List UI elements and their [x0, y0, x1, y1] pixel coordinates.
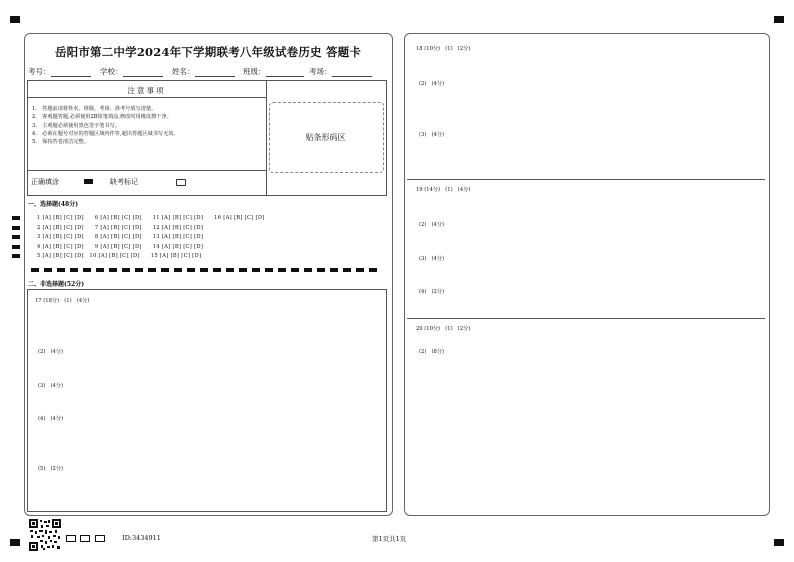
mcq-row[interactable]: 1 [A] [B] [C] [D] 6 [A] [B] [C] [D] 11 [A] [B] [C] [D] 16 [A] [B] [C] [D] — [37, 215, 265, 221]
mcq-row[interactable]: 5 [A] [B] [C] [D] 10 [A] [B] [C] [D] 15 [A] [B] [C] [D] — [37, 253, 202, 259]
timing-strip-mark — [83, 268, 91, 272]
footer-marker-box — [66, 535, 76, 542]
barcode-label: 贴条形码区 — [305, 133, 346, 142]
notice-item: 3. 主观题必须使用黑色签字笔书写。 — [32, 122, 120, 129]
q17-part: (2) (4分) — [38, 349, 64, 355]
q17-part: (5) (2分) — [38, 466, 64, 472]
timing-strip-mark — [187, 268, 195, 272]
q19-part: (4) (2分) — [419, 289, 445, 295]
timing-strip-mark — [109, 268, 117, 272]
q19-part: (2) (4分) — [419, 222, 445, 228]
timing-strip-mark — [226, 268, 234, 272]
timing-strip-mark — [317, 268, 325, 272]
q19-head: 19 (14分) (1) (4分) — [416, 187, 471, 193]
field-name[interactable] — [172, 66, 235, 77]
q18-head: 18 (10分) (1) (2分) — [416, 46, 471, 52]
timing-strip-mark — [330, 268, 338, 272]
timing-strip-mark — [44, 268, 52, 272]
notice-item: 1. 答题前请将姓名、班级、考场、准考号填写清楚。 — [32, 106, 157, 112]
timing-strip-mark — [200, 268, 208, 272]
footer-marker-box — [95, 535, 105, 542]
corner-mark-top-right — [774, 16, 784, 23]
timing-strip-mark — [265, 268, 273, 272]
mcq-row[interactable]: 2 [A] [B] [C] [D] 7 [A] [B] [C] [D] 12 [A] [B] [C] [D] — [37, 225, 204, 231]
timing-strip-mark — [31, 268, 39, 272]
timing-strip-mark — [239, 268, 247, 272]
absent-checkbox[interactable] — [176, 179, 186, 186]
timing-strip-mark — [57, 268, 65, 272]
q17-part: (4) (4分) — [38, 416, 64, 422]
notice-divider-fill — [27, 170, 266, 171]
correct-fill-label: 正确填涂 — [31, 178, 59, 186]
notice-item: 2. 客观题答题,必须使用2B铅笔填涂,修改时用橡皮擦干净。 — [32, 114, 172, 121]
corner-mark-bottom-left — [10, 539, 20, 546]
timing-strip-mark — [369, 268, 377, 272]
timing-strip-mark — [148, 268, 156, 272]
sheet-id: ID:3434911 — [122, 534, 161, 542]
q20-head: 20 (10分) (1) (2分) — [416, 326, 471, 332]
notice-list — [32, 105, 179, 146]
field-exam-room[interactable] — [309, 66, 372, 77]
timing-strip-mark — [161, 268, 169, 272]
notice-divider-vertical — [266, 80, 267, 195]
timing-strip-mark — [70, 268, 78, 272]
field-label: 班级： — [243, 67, 266, 76]
timing-mark — [12, 254, 20, 258]
section1-title: 一、选择题(48分) — [28, 201, 79, 208]
q18-part: (3) (4分) — [419, 132, 445, 138]
field-label: 考号： — [28, 67, 51, 76]
field-label: 学校： — [100, 67, 123, 76]
timing-mark — [12, 216, 20, 220]
answer-area-q17[interactable] — [27, 289, 387, 512]
timing-mark — [12, 226, 20, 230]
field-exam-number[interactable] — [28, 66, 91, 77]
corner-mark-top-left — [10, 16, 20, 23]
section2-title: 二、非选择题(52分) — [28, 281, 85, 288]
corner-mark-bottom-right — [774, 539, 784, 546]
qr-code-graphic — [29, 519, 61, 551]
timing-strip-mark — [96, 268, 104, 272]
timing-strip-mark — [174, 268, 182, 272]
timing-strip-mark — [278, 268, 286, 272]
q20-part: (2) (8分) — [419, 349, 445, 355]
timing-strip-mark — [356, 268, 364, 272]
notice-item: 5. 保持答卷清洁完整。 — [32, 139, 89, 146]
field-class[interactable] — [243, 66, 304, 77]
timing-strip-mark — [291, 268, 299, 272]
q17-head: 17 (18分) (1) (4分) — [35, 298, 90, 304]
q17-part: (3) (4分) — [38, 383, 64, 389]
divider-q20 — [407, 318, 765, 319]
notice-divider-heading — [27, 97, 266, 98]
correct-fill-example — [84, 179, 93, 184]
page-number: 第1页共1页 — [372, 535, 407, 543]
mcq-row[interactable]: 3 [A] [B] [C] [D] 8 [A] [B] [C] [D] 13 [A] [B] [C] [D] — [37, 234, 204, 240]
timing-strip-mark — [252, 268, 260, 272]
timing-mark — [12, 235, 20, 239]
notice-item: 4. 必须在题号对应的答题区域内作答,超出答题区域书写无效。 — [32, 130, 179, 137]
field-school[interactable] — [100, 66, 163, 77]
field-label: 姓名： — [172, 67, 195, 76]
timing-strip-mark — [213, 268, 221, 272]
info-row — [28, 66, 388, 78]
q18-part: (2) (4分) — [419, 81, 445, 87]
footer-marker-box — [80, 535, 90, 542]
right-panel[interactable] — [404, 33, 770, 516]
timing-strip-mark — [304, 268, 312, 272]
timing-strip-mark — [343, 268, 351, 272]
notice-heading: 注意事项 — [127, 86, 166, 95]
timing-mark — [12, 245, 20, 249]
timing-strip-mark — [135, 268, 143, 272]
qr-code — [29, 519, 61, 551]
absent-label: 缺考标记 — [110, 178, 138, 186]
mcq-row[interactable]: 4 [A] [B] [C] [D] 9 [A] [B] [C] [D] 14 [A] [B] [C] [D] — [37, 244, 204, 250]
field-label: 考场： — [309, 67, 332, 76]
page-title: 岳阳市第二中学2024年下学期联考八年级试卷历史 答题卡 — [54, 45, 362, 59]
divider-q19 — [407, 179, 765, 180]
timing-strip-mark — [122, 268, 130, 272]
q19-part: (3) (4分) — [419, 256, 445, 262]
